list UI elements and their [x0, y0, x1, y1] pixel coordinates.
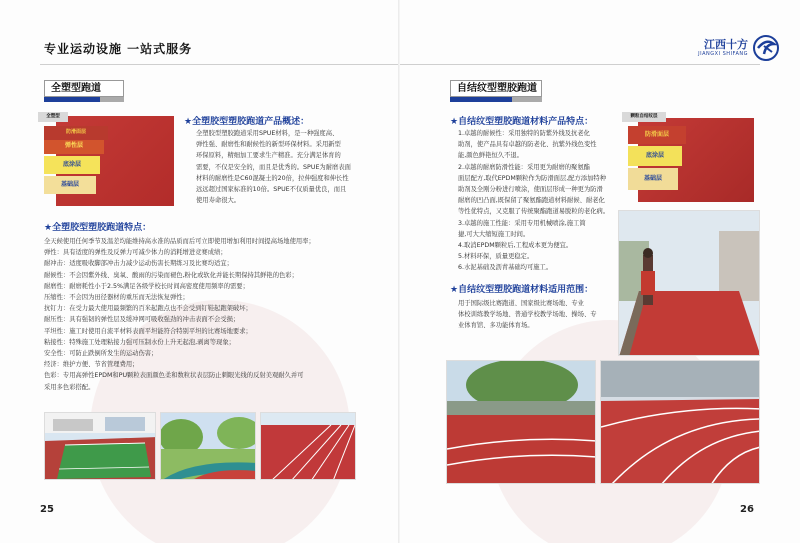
photo-stadium-field: [44, 412, 156, 480]
page-number-right: 26: [740, 504, 754, 515]
tab-gray-bar: [100, 97, 124, 102]
scope-line: 用于国际级比赛跑道、国家级比赛场地、专业: [458, 300, 584, 307]
header-divider: [400, 64, 760, 65]
scope-heading: ★自结纹型塑胶跑道材料适用范围：: [450, 285, 594, 295]
feature-line: 抗钉力：在受力最大使用最频繁的百米起跑点也不会受到钉鞋起跑架破坏；: [44, 305, 252, 313]
overview-line: 远远超过国家标准的10倍。SPUE不仅质量优良，而且: [196, 186, 347, 194]
feature-line: 3.卓越的施工性能：采用专用机械喷涂,施工简: [458, 219, 586, 227]
overview-line: 材料的耐磨性是C60混凝土的20倍，拉伸强度和伸长性: [196, 174, 349, 182]
overview-line: 全塑胶型塑胶跑道采用SPUE材料，是一种强度高、: [196, 130, 339, 137]
feature-line: 捷,可大大缩短施工时间。: [458, 230, 530, 238]
layer-label-elastic: 弹性层: [44, 140, 104, 154]
feature-line: 色彩：专用高弹性EPDM和PU颗粒表面颜色柔和数粒状表层防止刺眼光线的反射美观耐久并可: [44, 372, 304, 380]
photo-red-track-tree: [446, 360, 596, 484]
overview-line: 需要，不仅是安全的，而且是优秀的。SPUE为耐磨表面: [196, 163, 351, 171]
feature-line: 能,颜色鲜艳恒久不退。: [458, 152, 523, 160]
feature-line: 6.水泥基础及沥青基础均可施工。: [458, 264, 553, 272]
feature-line: 助剂，使产品具有卓越的防老化、抗紫外线色变性: [458, 141, 597, 149]
feature-line: 助剂及全刚分粉进行喷涂，使面层形成一种更为防滑: [458, 186, 603, 194]
layer-diagram-self-texture: [622, 112, 754, 200]
company-logo-name: 江西十方: [704, 38, 748, 51]
company-logo-subtitle: JIANGXI SHIFANG: [698, 51, 748, 57]
feature-line: 耐候性：不会因紫外线、臭氧、酸雨的污染而褪色,粉化或软化并能长期保持其鲜艳的色彩；: [44, 271, 298, 279]
feature-line: 耐磨性：耐磨耗性小于2.5%满足各级学校长时间高密度使用频率的需要；: [44, 282, 249, 290]
feature-line: 压缩性：不会因为田径器材的重压而无法恢复弹性；: [44, 294, 189, 302]
feature-line: 2.卓越的耐磨防滑性能：采用更为耐磨的聚氨酯: [458, 163, 590, 171]
header-divider: [40, 64, 400, 65]
feature-line: 1.卓越的耐候性：采用独特的防紫外线及抗老化: [458, 130, 590, 137]
photo-running-track-curve: [600, 360, 760, 484]
feature-line: 平坦性：施工时使用自流平材料表面平坦能符合特别平坦的比赛场地要求；: [44, 327, 252, 335]
feature-line: 4.取消EPDM颗粒后,工程成本更为便宜。: [458, 242, 573, 250]
feature-line: 耐磨的凹凸面,既保留了聚氨酯跑道材料耐候、耐老化: [458, 197, 605, 205]
tab-accent-bar: [44, 97, 100, 102]
feature-line: 弹性：具有适度的弹性及反弹力可减少体力的消耗增进竞赛成绩；: [44, 249, 227, 257]
feature-line: 耐压性：具有强韧的弹性层及缓冲网可吸收强劲的冲击表面不会受损；: [44, 316, 240, 324]
layer-label-primer: 底涂层: [628, 146, 682, 166]
red-track-image: [261, 413, 356, 480]
red-track-tree-image: [447, 361, 596, 484]
feature-line: 等性优特点，又克服了传统聚酯跑道易脱粒的老化病。: [458, 208, 610, 216]
page-header-slogan: 专业运动设施 一站式服务: [44, 42, 193, 56]
layer-label-primer: 底涂层: [44, 156, 100, 174]
layer-label-base: 基础层: [628, 168, 678, 190]
feature-line: 全天候使用任何季节及温差均能维持高水准的品质而后可立即使用增加利用时间提高场地使用率；: [44, 238, 315, 245]
feature-line: 5.材料环保，质量更稳定。: [458, 253, 534, 261]
overview-line: 环保原料，精细加工要求生产精准。充分满足体育的: [196, 152, 341, 160]
section-tab-self-texture: 自结纹型塑胶跑道: [450, 80, 542, 97]
feature-line: 采用多色彩搭配。: [44, 383, 95, 391]
page-number-left: 25: [40, 504, 54, 515]
scope-line: 体校训练教学场地、普通学校教学场地、操场、专: [458, 311, 597, 319]
layer-label-surface: 防滑面层: [628, 126, 686, 144]
running-track-curve-image: [601, 361, 760, 484]
park-path-image: [161, 413, 256, 480]
layer-label-type: 全塑型: [38, 112, 68, 122]
photo-park-path: [160, 412, 256, 480]
feature-line: 粘接性：特殊施工处理粘接力强可压制水份上升无起泡,剥离等现象；: [44, 338, 235, 346]
red-road-image: [619, 211, 760, 356]
photo-red-road: [618, 210, 760, 356]
scope-line: 业体育馆、多功能体育场。: [458, 322, 534, 330]
features-list: [44, 236, 384, 393]
layer-label-type: 颗粒自结纹层: [622, 112, 666, 122]
self-texture-features-heading: ★自结纹型塑胶跑道材料产品特点：: [450, 117, 594, 127]
overview-line: 弹性强、耐磨性和耐候性的新型环保材料。采用新型: [196, 141, 341, 149]
overview-heading: ★全塑胶型塑胶跑道产品概述：: [184, 117, 310, 127]
feature-line: 安全性：可防止跌倒所发生的运动伤害；: [44, 350, 158, 358]
overview-line: 使用寿命很大。: [196, 197, 241, 205]
feature-line: 耐冲击：适度吸收脚部冲击力减少运动伤害长期练习及比赛均适宜；: [44, 260, 233, 268]
company-logo-icon: [752, 34, 780, 62]
feature-line: 面层配方,取代EPDM颗粒作为防滑面层,配方添加特种: [458, 174, 606, 182]
stadium-field-image: [45, 413, 156, 480]
tab-accent-bar: [450, 97, 512, 102]
overview-paragraph: [196, 128, 386, 206]
layer-label-base: 基础层: [44, 176, 96, 194]
feature-line: 经济：维护方便、节省管理费用；: [44, 361, 139, 369]
layer-diagram-full-plastic: [38, 112, 174, 204]
right-page: [400, 0, 800, 543]
section-tab-full-plastic: 全塑型跑道: [44, 80, 124, 97]
tab-gray-bar: [512, 97, 542, 102]
layer-label-surface: 防滑面层: [44, 126, 108, 140]
photo-red-track-lanes: [260, 412, 356, 480]
features-heading: ★全塑胶型塑胶跑道特点：: [44, 223, 152, 233]
